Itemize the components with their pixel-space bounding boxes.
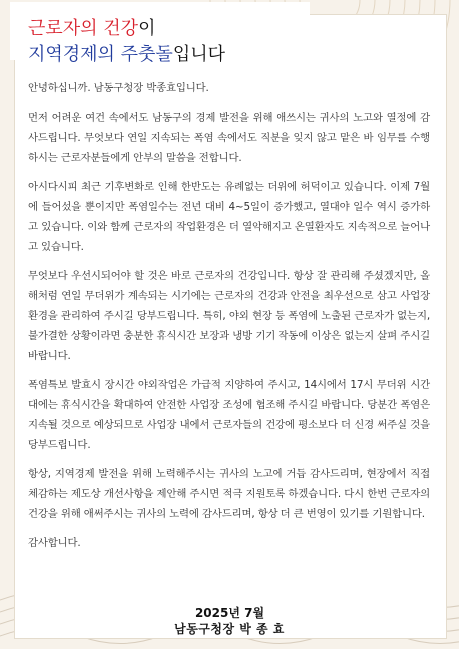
- title-rest-2: 입니다: [172, 44, 225, 65]
- paragraph-1: 먼저 어려운 여건 속에서도 남동구의 경제 발전을 위해 애쓰시는 귀사의 노고와 열정에 감사드립니다. 무엇보다 연일 지속되는 폭염 속에서도 직분을 잊지 않고 맡은 바 임무를 수행하시는 근로자분들에게 안부의 말씀을 전합니다.: [28, 112, 430, 164]
- title-rest-1: 이: [138, 18, 156, 39]
- title-line-2: [28, 44, 225, 66]
- title-highlight-red: 근로자의 건강: [28, 18, 139, 39]
- letter-body: [28, 78, 430, 562]
- paragraph-greeting: 안녕하십니까. 남동구청장 박종효입니다.: [28, 82, 209, 94]
- paragraph-4: 폭염특보 발효시 장시간 야외작업은 가급적 지양하여 주시고, 14시에서 17시 무더위 시간대에는 휴식시간을 확대하여 안전한 사업장 조성에 협조해 주시길 바랍니다. 당분간 폭염은 지속될 것으로 예상되므로 사업장 내에서 근로자들의 건강에 평소보다 더 신경 써주실 것을 당부드립니다.: [28, 379, 430, 451]
- title-line-1: [28, 18, 155, 40]
- paragraph-5: 항상, 지역경제 발전을 위해 노력해주시는 귀사의 노고에 거듭 감사드리며, 현장에서 직접 체감하는 제도상 개선사항을 제안해 주시면 적극 지원토록 하겠습니다. 다시 한번 근로자의 건강을 위해 애써주시는 귀사의 노력에 감사드리며, 항상 더 큰 번영이 있기를 기원합니다.: [28, 468, 430, 520]
- closing-text: 감사합니다.: [28, 537, 81, 549]
- title-box: [10, 2, 310, 65]
- signature-date: 2025년 7월: [194, 606, 265, 620]
- paragraph-2: 아시다시피 최근 기후변화로 인해 한반도는 유례없는 더위에 허덕이고 있습니다. 이제 7월에 들어섰을 뿐이지만 폭염일수는 전년 대비 4~5일이 증가했고, 열대야 일수 역시 증가하고 있습니다. 이와 함께 근로자의 작업환경은 더 열악해지고 온열환자도 지속적으로 늘어나고 있습니다.: [28, 181, 430, 253]
- signature-name: 남동구청장 박 종 효: [174, 622, 285, 636]
- title-highlight-blue: 지역경제의 주춧돌: [28, 44, 173, 65]
- paragraph-3: 무엇보다 우선시되어야 할 것은 바로 근로자의 건강입니다. 항상 잘 관리해 주셨겠지만, 올해처럼 연일 무더위가 계속되는 시기에는 근로자의 건강과 안전을 최우선으로 삼고 사업장 환경을 관리하여 주시길 당부드립니다. 특히, 야외 현장 등 폭염에 노출된 근로자가 없는지, 불가결한 상황이라면 충분한 휴식시간 보장과 냉방 기기 작동에 이상은 없는지 살펴 주시길 바랍니다.: [28, 270, 430, 362]
